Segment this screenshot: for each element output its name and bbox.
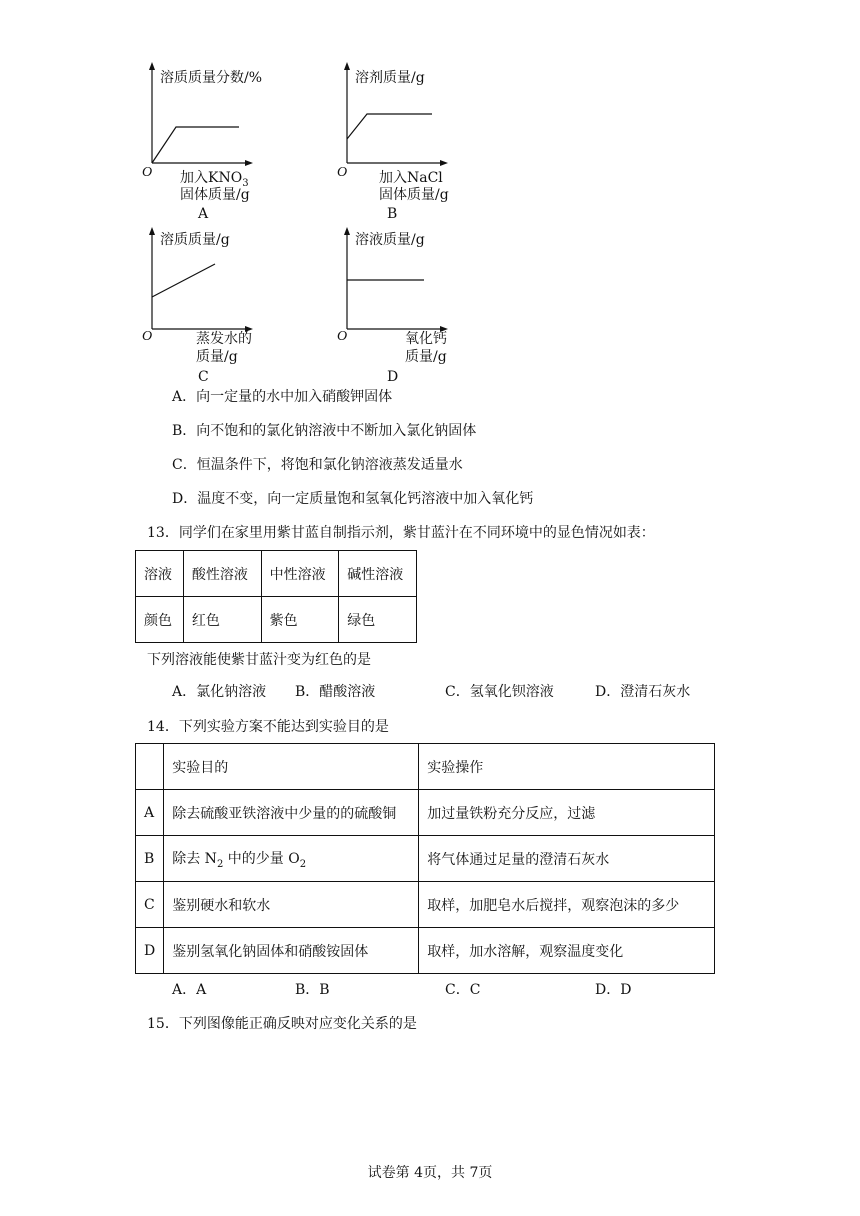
table-row [136,836,715,882]
graph-a-letter: A [198,206,209,222]
q13-table-cell: 溶液 [136,551,184,597]
q14-option-a: A．A [172,982,207,998]
graph-d-ylabel: 溶液质量/g [355,232,425,248]
q13-color-table [135,550,417,643]
q12-option-c: C．恒温条件下，将饱和氯化钠溶液蒸发适量水 [172,457,463,473]
q12-option-a: A．向一定量的水中加入硝酸钾固体 [172,389,393,405]
graph-c [140,225,280,385]
q15-stem: 15．下列图像能正确反映对应变化关系的是 [147,1016,417,1032]
q13-table-cell: 颜色 [136,597,184,643]
q13-table-cell: 酸性溶液 [183,551,261,597]
q12-option-d: D．温度不变，向一定质量饱和氢氧化钙溶液中加入氧化钙 [172,491,534,507]
graph-c-letter: C [198,369,209,385]
q14-row-purpose: 除去硫酸亚铁溶液中少量的的硫酸铜 [164,790,419,836]
q14-row-label: C [136,882,164,928]
q14-row-purpose: 鉴别硬水和软水 [164,882,419,928]
q13-table-cell: 红色 [183,597,261,643]
graph-b-ylabel: 溶剂质量/g [355,70,425,86]
page-footer: 试卷第 4页，共 7页 [367,1165,493,1181]
q13-option-c: C．氢氧化钡溶液 [445,684,554,700]
q13-table-cell: 紫色 [261,597,339,643]
graph-b-xlabel-line1: 加入NaCl [379,170,443,186]
q13-option-a: A．氯化钠溶液 [172,684,267,700]
graph-c-xlabel-line1: 蒸发水的 [196,331,252,347]
q14-stem: 14．下列实验方案不能达到实验目的是 [147,719,389,735]
table-row [136,882,715,928]
graph-c-curve [152,264,215,297]
graph-d [335,225,475,385]
q13-question: 下列溶液能使紫甘蓝汁变为红色的是 [147,652,371,668]
graph-a-xlabel-line2: 固体质量/g [180,187,250,203]
graph-b-curve [347,114,432,139]
graph-b-xlabel-line2: 固体质量/g [379,187,449,203]
q14-row-operation: 加过量铁粉充分反应，过滤 [419,790,715,836]
q14-row-label: A [136,790,164,836]
graph-b-letter: B [387,206,398,222]
graph-c-origin: O [142,329,153,344]
q14-row-operation: 取样，加水溶解，观察温度变化 [419,928,715,974]
q13-table-cell: 碱性溶液 [339,551,417,597]
q13-table-cell: 绿色 [339,597,417,643]
q14-option-b: B．B [295,982,330,998]
graph-c-ylabel: 溶质质量/g [160,232,230,248]
graph-a-curve [152,127,239,163]
q14-row-operation: 将气体通过足量的澄清石灰水 [419,836,715,882]
q14-header-cell: 实验操作 [419,744,715,790]
graph-a-xlabel-line1: 加入$KNO_3$ [180,170,249,189]
graph-d-origin: O [337,329,348,344]
table-row [136,790,715,836]
q12-option-b: B．向不饱和的氯化钠溶液中不断加入氯化钠固体 [172,423,477,439]
graph-a [140,60,280,230]
graph-b [335,60,475,230]
q14-row-purpose: 除去 $N_2$ 中的少量 $O_2$ [164,836,419,882]
graph-d-letter: D [387,369,399,385]
q14-option-d: D．D [595,982,632,998]
q13-option-d: D．澄清石灰水 [595,684,691,700]
q13-table-cell: 中性溶液 [261,551,339,597]
graph-a-ylabel: 溶质质量分数/% [160,70,263,86]
q14-header-cell [136,744,164,790]
q14-header-cell: 实验目的 [164,744,419,790]
q14-row-purpose: 鉴别氢氧化钠固体和硝酸铵固体 [164,928,419,974]
graph-d-xlabel-line2: 质量/g [405,349,447,365]
q14-row-operation: 取样，加肥皂水后搅拌，观察泡沫的多少 [419,882,715,928]
q14-experiment-table [135,743,715,974]
q14-row-label: D [136,928,164,974]
q13-stem: 13．同学们在家里用紫甘蓝自制指示剂，紫甘蓝汁在不同环境中的显色情况如表： [147,525,655,541]
q14-row-label: B [136,836,164,882]
graph-a-origin: O [142,165,153,180]
q13-option-b: B．醋酸溶液 [295,684,376,700]
graph-c-xlabel-line2: 质量/g [196,349,238,365]
table-row [136,928,715,974]
graph-d-xlabel-line1: 氧化钙 [405,331,447,347]
q14-option-c: C．C [445,982,481,998]
graph-b-origin: O [337,165,348,180]
